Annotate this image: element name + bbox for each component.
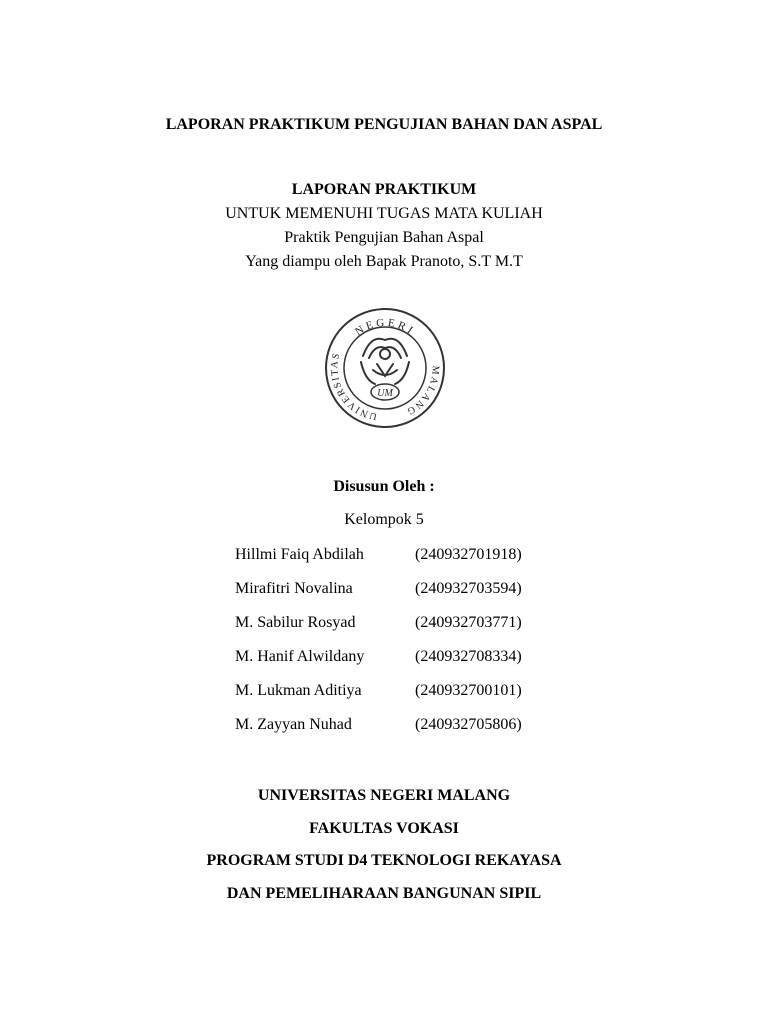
course-name: Praktik Pengujian Bahan Aspal xyxy=(284,229,484,246)
member-nim: (240932705806) xyxy=(415,716,522,733)
member-row xyxy=(0,681,768,701)
member-name: M. Zayyan Nuhad xyxy=(235,716,352,733)
member-nim: (240932700101) xyxy=(415,682,522,699)
member-row xyxy=(0,579,768,599)
lecturer-text: Yang diampu oleh Bapak Pranoto, S.T M.T xyxy=(245,253,523,270)
svg-text:UNIVERSITAS xyxy=(329,351,378,422)
seal-text-left: UNIVERSITAS xyxy=(329,350,379,422)
member-name: M. Lukman Aditiya xyxy=(235,682,362,699)
seal-monogram: UM xyxy=(377,388,393,399)
member-nim: (240932703771) xyxy=(415,614,522,631)
program-line-1: PROGRAM STUDI D4 TEKNOLOGI REKAYASA xyxy=(206,852,562,869)
member-name: Hillmi Faiq Abdilah xyxy=(235,546,364,563)
svg-text:NEGERI xyxy=(353,317,417,338)
member-row xyxy=(0,647,768,667)
member-row xyxy=(0,613,768,633)
member-name: Mirafitri Novalina xyxy=(235,580,353,597)
purpose-text: UNTUK MEMENUHI TUGAS MATA KULIAH xyxy=(225,205,543,222)
member-name: M. Hanif Alwildany xyxy=(235,648,365,665)
seal-text-right: MALANG xyxy=(403,365,441,418)
seal-text-top: NEGERI xyxy=(353,316,418,339)
member-nim: (240932703594) xyxy=(415,580,522,597)
program-line-2: DAN PEMELIHARAAN BANGUNAN SIPIL xyxy=(226,885,542,902)
seal-emblem xyxy=(361,339,409,384)
member-row xyxy=(0,715,768,735)
prepared-by-label: Disusun Oleh : xyxy=(333,478,435,495)
group-name: Kelompok 5 xyxy=(344,511,424,528)
university-seal-icon xyxy=(323,306,447,430)
main-title: LAPORAN PRAKTIKUM PENGUJIAN BAHAN DAN ASPAL xyxy=(165,116,603,133)
member-nim: (240932701918) xyxy=(415,546,522,563)
member-nim: (240932708334) xyxy=(415,648,522,665)
svg-text:MALANG xyxy=(404,365,441,417)
faculty-name: FAKULTAS VOKASI xyxy=(309,820,459,837)
member-row xyxy=(0,545,768,565)
member-name: M. Sabilur Rosyad xyxy=(235,614,356,631)
subtitle: LAPORAN PRAKTIKUM xyxy=(291,181,477,198)
institution-name: UNIVERSITAS NEGERI MALANG xyxy=(257,787,511,804)
